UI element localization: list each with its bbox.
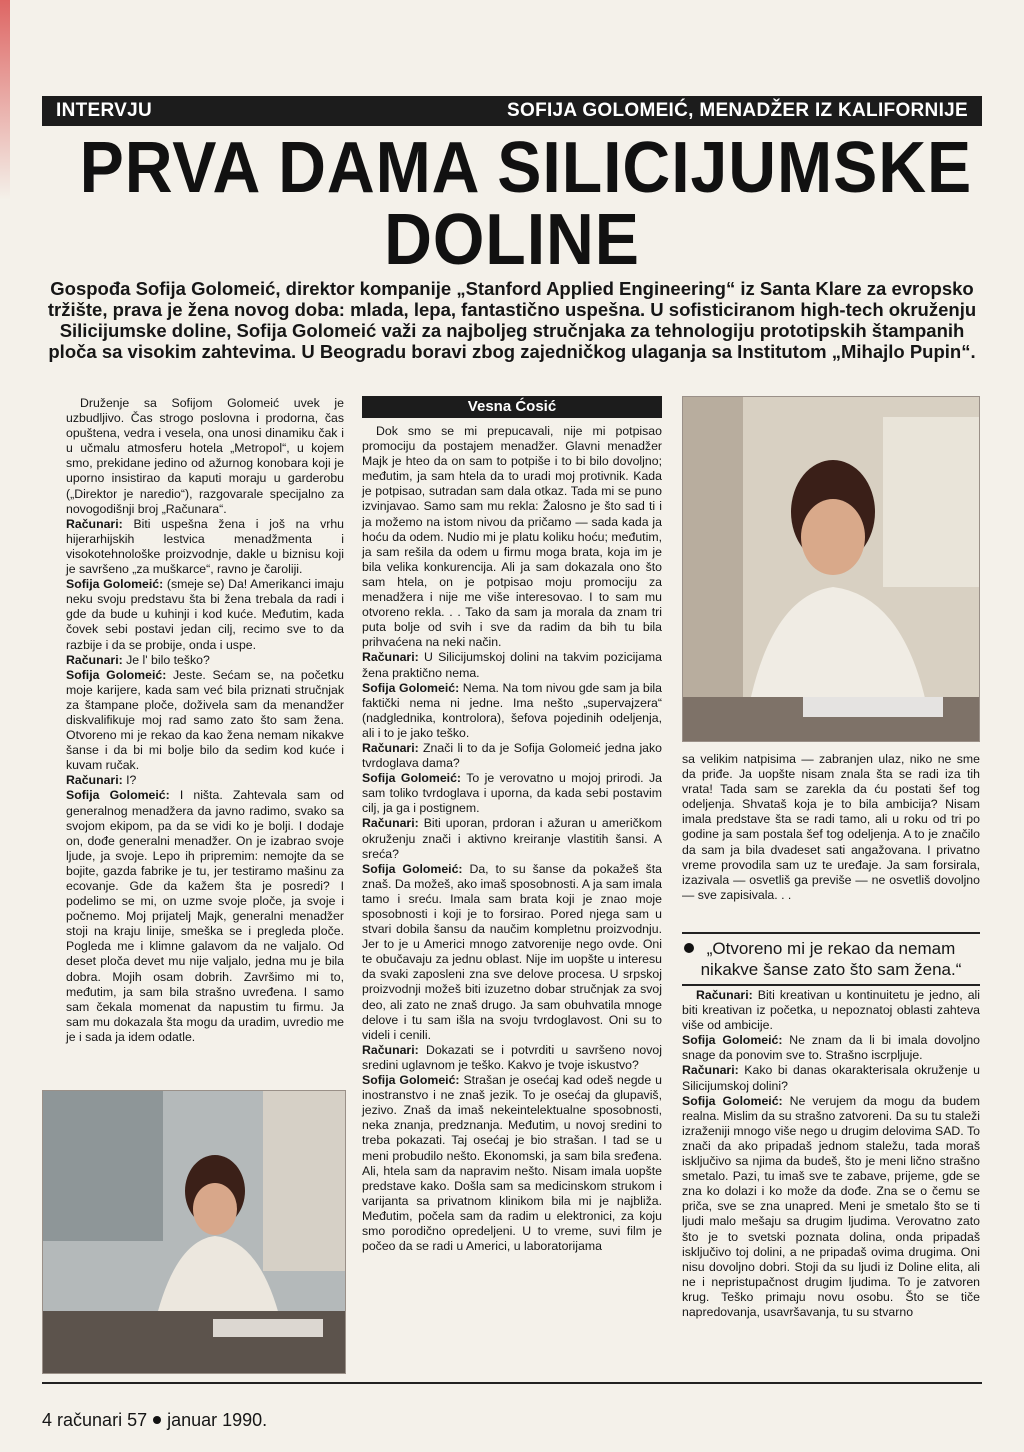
paragraph-continued: Dok smo se mi prepucavali, nije mi potpisao promociju da postajem menadžer. Glavni menadžer Majk je hteo da on sam to potpiše i to bi bilo dovoljno; međutim, ja sam htela da to uradi moj protivnik. Kada je potpisao, sutradan sam dala otkaz. Tada mi se puno izvinjavao. Samo sam mu rekla: Žalosno je što sad ti i ja možemo na istom nivou da pričamo — sada kada ja hoću da odem. Nudio mi je platu koliku hoću; međutim, ja sam rešila da odem u firmu moga brata, koja im je bila velika konkurencija. Ali ja sam dokazala ono što sam htela, on je potpisao moju promociju za menadžera i nije me više interesovao. I to sam mu otvoreno rekla. . . Tako da sam ja morala da znam tri puta bolje od svih i sve da radim da bih tu bila prihvaćena na neki način. — [362, 424, 662, 650]
portrait-photo-desk — [682, 396, 980, 742]
answer-8: Sofija Golomeić: Ne znam da li bi imala dovoljno snage da ponovim sve to. Strašno iscrpljuje. — [682, 1033, 980, 1063]
author-byline: Vesna Ćosić — [362, 396, 662, 418]
answer-7: Sofija Golomeić: Strašan je osećaj kad odeš negde u inostranstvo i ne znaš jezik. To je osećaj da glupaviš, jezivo. Znaš da imaš nekeintelektualne sposobnosti, neka znanja, predznanja. Međutim, u novoj sredini to treba pokazati. Taj osećaj je bio strašan. I tad se u meni probudilo nešto. Ekonomski, ja sam bila sređena. Ali, htela sam da napravim nešto. Nisam imala uopšte predstave kako. Došla sam sa medicinskom strukom i varijanta sa privatnom klinikom bila mi je najbliža. Međutim, počela sam da radim u elektronici, za koju smo porodično opredeljeni. U to vreme, suvi film je počeo da se radi u Americi, u laboratorijama — [362, 1073, 662, 1254]
pull-quote-text: „Otvoreno mi je rekao da nemam nikakve šanse zato što sam žena.“ — [700, 939, 962, 979]
guest-label: Sofija Golomeić: — [66, 577, 164, 592]
office-photo-illustration — [43, 1091, 345, 1373]
pull-quote — [682, 932, 980, 986]
question-2: Računari: Je l' bilo teško? — [66, 652, 210, 667]
answer-4: Sofija Golomeić: Nema. Na tom nivou gde sam ja bila faktički nema ni jedne. Ima nešto „supervajzera“ (nadglednika, kontrolora), šefova pojedinih odeljenja, ali i to je jako teško. — [362, 680, 662, 740]
article-column-3-top — [682, 752, 980, 903]
article-column-2 — [362, 424, 662, 1254]
issue-date: januar 1990. — [167, 1410, 268, 1430]
section-header-bar — [42, 96, 982, 126]
article-column-3-bottom — [682, 988, 980, 1320]
portrait-photo-illustration — [683, 397, 979, 741]
answer-2: Sofija Golomeić: Jeste. Sećam se, na početku moje karijere, kada sam već bila priznati stručnjak za štampane ploče, doživela sam da menandžer diskvalifikuje moj rad samo zato što sam žena. Otvoreno mi je rekao da kao žena nemam nikakve šanse i da bi mi bolje bilo da sedim kod kuće i kuvam ručak. — [66, 667, 345, 773]
question-1: Računari: Biti uspešna žena i još na vrhu hijerarhijskih lestvica menadžmenta i visokotehnološke proizvodnje, dakle u biznisu koji je savršeno „za muškarce“, ravno je čaroliji. — [66, 516, 344, 577]
answer-1: Sofija Golomeić: (smeje se) Da! Amerikanci imaju neku svoju predstavu šta bi žena trebala da radi i gde da bude u kuhinji i kod kuće. Međutim, kada čovek sebi postavi jedan cilj, recimo sve to da razbije i da se probije, onda i uspe. — [66, 577, 344, 652]
question-3: Računari: I? — [66, 773, 137, 788]
office-photo — [42, 1090, 346, 1374]
bullet-icon — [684, 943, 694, 953]
subject-label: SOFIJA GOLOMEIĆ, MENADŽER IZ KALIFORNIJE — [507, 100, 968, 121]
question-5: Računari: Znači li to da je Sofija Golomeić jedna jako tvrdoglava dama? — [362, 740, 662, 771]
headline-line-1: PRVA DAMA SILICIJUMSKE — [79, 128, 973, 208]
question-8: Računari: Biti kreativan u kontinuitetu je jedno, ali biti kreativan iz početka, u nepoznatoj oblasti zahteva više od ambicije. — [682, 988, 980, 1033]
question-7: Računari: Dokazati se i potvrditi u savršeno novoj sredini uglavnom je teško. Kakvo je tvoje iskustvo? — [362, 1042, 662, 1072]
magazine-issue: računari 57 — [57, 1410, 148, 1430]
answer-3: Sofija Golomeić: I ništa. Zahtevala sam od generalnog menadžera da javno radimo, svako sa svojom ekipom, pa da se vidi ko je bolji. I dodaje on, dođe generalni menadžer. On je izabrao svoje ljude, ja svoje. Lepo ih pripremim: nemojte da se bojite, gazda fabrike je tu, jer testiramo mašinu za ecovanje. Gde da kažem šta je posredi? I podelimo se mi, on uzme svoje ploče, ja svoje i počnemo. Moj prijatelj Majk, generalni menadžer stoji na kraju linije, smeška se i pregleda ploče. Pogleda me i klimne galavom da ne valjalo. Od deset ploča devet mu nije valjalo, jedna mu je bila dobra. Mojih osam dobrih. Završimo mi to, međutim, ja sam bila strašno uvređena. I samo sam čekala momenat da napustim tu firmu. Ja sam mu dokazala šta mogu da uradim, uvredio me je i sada ja idem odatle. — [66, 788, 344, 1044]
question-9: Računari: Kako bi danas okarakterisala okruženje u Silicijumskoj dolini? — [682, 1063, 980, 1093]
section-label: INTERVJU — [56, 100, 153, 121]
answer-9: Sofija Golomeić: Ne verujem da mogu da budem realna. Mislim da su strašno zatvoreni. Da su tu staleži izraženiji mnogo više nego u drugim delovima SAD. To znači da ako pripadaš jednom staležu, tada moraš isključivo sa njima da budeš, što je meni lično strašno smetalo. Pazi, tu imaš sve te zabave, prijeme, gde se zna ko dolazi i ko može da dođe. Zna se o čemu se priča, sve se zna unapred. Meni je smetalo što se ti ljudi malo mešaju sa drugim ljudima. Verovatno zato što je to svetski poznata dolina, onda pripadaš isključivo toj dolini, a ne pripadaš ovima drugima. Oni nisu dovoljno dobri. Stoji da su ljudi iz Doline elita, ali ne i nepristupačnost drugim ljudima. To je zatvoren krug. Teško primaju novu osobu. Što se tiče napredovanja, usavršavanja, tu su stvarno — [682, 1093, 980, 1319]
answer-6: Sofija Golomeić: Da, to su šanse da pokažeš šta znaš. Da možeš, ako imaš sposobnosti. A ja sam imala tamo i sreću. Imala sam brata koji je znao moje sposobnosti i koji je to forsirao. Pored njega sam u stvari dobila šansu da naučim kompletnu proizvodnju. Jer to je u Americi mnogo zatvorenije nego ovde. Oni te obučavaju za jednu oblast. Nije im uopšte u interesu da svaki zaposleni zna sve delove procesa. U srpskoj proizvodnji možeš biti izuzetno dobar stručnjak za svoj deo, ali zato ne znaš drugo. Ja sam obuhvatila mnoge delove i tu sam išla na svoju tvrdoglavost. Oni su to videli i cenili. — [362, 861, 663, 1042]
question-6: Računari: Biti uporan, prdoran i ažuran u američkom okruženju znači i aktivno kreiranje vlastitih šansi. A sreća? — [362, 816, 662, 861]
page-spine-edge — [0, 0, 10, 200]
footer-rule — [42, 1382, 982, 1384]
article-column-1 — [66, 396, 344, 1045]
question-4: Računari: U Silicijumskoj dolini na takvim pozicijama žena praktično nema. — [362, 650, 663, 680]
headline-line-2: DOLINE — [384, 200, 640, 280]
page-footer — [42, 1410, 267, 1431]
article-headline — [79, 128, 973, 280]
answer-5: Sofija Golomeić: To je verovatno u mojoj prirodi. Ja sam toliko tvrdoglava i uporna, da kada sebi postavim cilj, ja ga i postignem. — [362, 771, 662, 816]
interviewer-label: Računari: — [66, 516, 123, 531]
footer-bullet-icon — [153, 1416, 161, 1424]
paragraph-continued-2: sa velikim natpisima — zabranjen ulaz, niko ne sme da priđe. Ja uopšte nisam znala šta se radi iza tih vrata! Tada sam se zarekla da ću postati šef tog odeljenja. Shvataš koja je to bila ambicija? Nisam imala predstave šta se radi tamo, ali u roku od tri po godine ja sam postala šef tog odeljenja. A to je značilo da sam ja bila dvadeset sati angažovana. I privatno vreme provodila sam uz te uređaje. Ja sam forsirala, izazivala — osvetliš ga previše — ne osvetliš dovoljno — sve zapisivala. . . — [682, 752, 980, 902]
article-lead: Gospođa Sofija Golomeić, direktor kompanije „Stanford Applied Engineering“ iz Santa Klare za evropsko tržište, prava je žena novog doba: mlada, lepa, fantastično uspešna. U sofisticiranom high-tech okruženju Silicijumske doline, Sofija Golomeić važi za najboljeg stručnjaka za tehnologiju prototipskih štampanih ploča sa visokim zahtevima. U Beogradu boravi zbog zajedničkog ulaganja sa Institutom „Mihajlo Pupin“. — [47, 278, 977, 362]
intro-paragraph: Druženje sa Sofijom Golomeić uvek je uzbudljivo. Čas strogo poslovna i prodorna, čas opuštena, vedra i vesela, ona unosi dinamiku čak i u učmalu atmosferu hotela „Metropol“, u kojem smo, prekidane jedino od ažurnog konobara koji je uporno insistirao da kaputi moraju u garderobu („Direktor je naredio“), razgovarale specijalno za novogodišnji broj „Računara“. — [66, 396, 344, 516]
page-number: 4 — [42, 1410, 53, 1430]
